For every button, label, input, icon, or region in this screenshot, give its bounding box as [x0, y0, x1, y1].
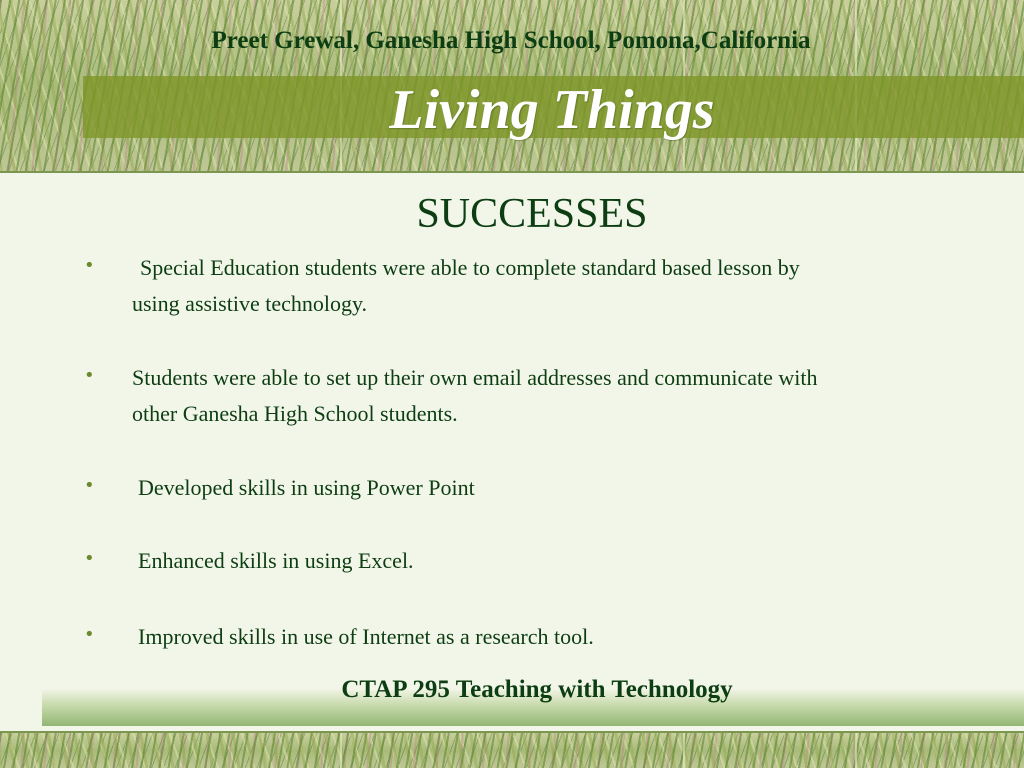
author-line-text: Preet Grewal, Ganesha High School, Pomona,California	[211, 27, 811, 54]
bullet-text: Enhanced skills in using Excel.	[138, 548, 414, 573]
bullet-text: Developed skills in using Power Point	[138, 475, 475, 500]
banner-seam	[683, 733, 685, 768]
footer-course-title: CTAP 295 Teaching with Technology	[341, 676, 733, 703]
slide-title: Living Things	[389, 79, 715, 141]
list-item	[84, 543, 844, 579]
banner-seam	[340, 733, 342, 768]
list-item	[84, 470, 844, 506]
bullet-icon: •	[84, 548, 95, 569]
author-line	[0, 27, 1024, 55]
bullet-text: Improved skills in use of Internet as a research tool.	[138, 624, 594, 649]
bullet-icon: •	[84, 624, 95, 645]
section-heading: SUCCESSES	[416, 191, 648, 237]
bullet-icon: •	[84, 255, 95, 276]
grass-banner-bottom	[0, 733, 1024, 768]
bullet-text: Students were able to set up their own email addresses and communicate with other Ganesha High School students.	[132, 365, 818, 426]
bullet-text: Special Education students were able to complete standard based lesson by using assistive technology.	[132, 255, 800, 316]
list-item	[84, 250, 844, 322]
list-item	[84, 619, 844, 655]
bullet-icon: •	[84, 365, 95, 386]
top-divider	[0, 171, 1024, 173]
list-item	[84, 360, 844, 432]
bullet-icon: •	[84, 475, 95, 496]
banner-seam	[855, 733, 857, 768]
